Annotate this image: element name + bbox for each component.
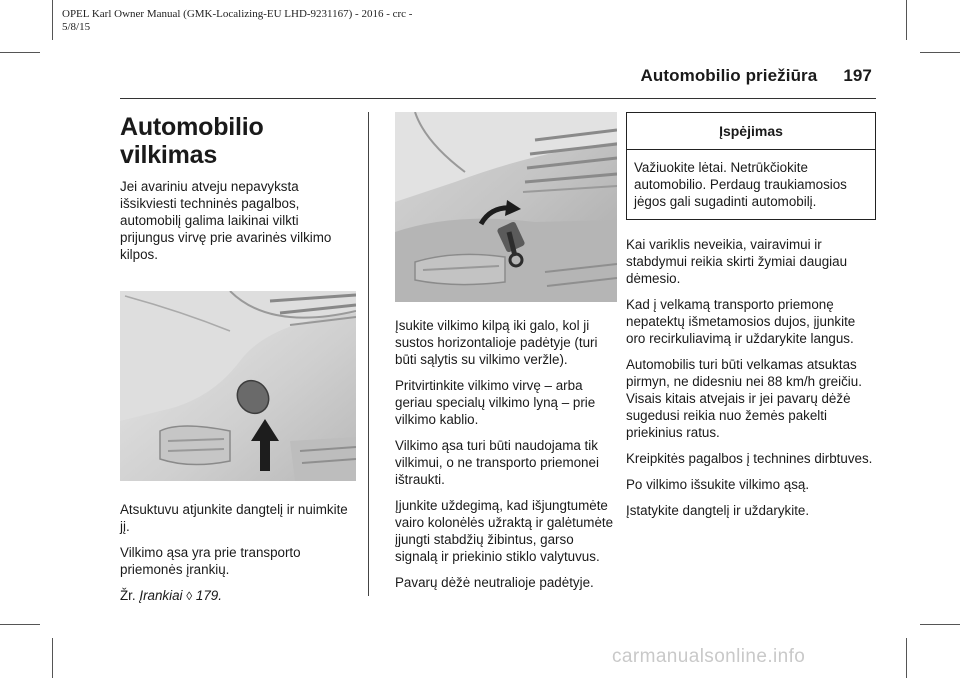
page-title: Automobilio vilkimas [120,113,264,169]
paragraph: Įjunkite uždegimą, kad išjungtumėte vairo kolonėlės užraktą ir galėtumėte įjungti stabdžių žibintus, garso signalą ir priekinio stiklo valytuvus. [395,498,614,564]
document-header-line1: OPEL Karl Owner Manual (GMK-Localizing-EU LHD-9231167) - 2016 - crc - [62,8,413,20]
document-header-line2: 5/8/15 [62,21,91,33]
paragraph: Pritvirtinkite vilkimo virvę – arba geriau specialų vilkimo lyną – prie vilkimo kablio. [395,378,596,427]
crop-mark [906,0,907,40]
header-rule [120,98,876,99]
reference-prefix: Žr. [120,588,140,603]
column-3 [626,112,876,528]
paragraph: Įstatykite dangtelį ir uždarykite. [626,503,810,518]
page-number: 197 [843,66,872,85]
towing-eye-illustration [395,112,617,302]
tools-link[interactable]: Įrankiai [139,588,183,603]
section-heading: Automobilio priežiūra [640,66,818,85]
reference-page: 179. [192,588,222,603]
paragraph: Vilkimo ąsa yra prie transporto priemonės įrankių. [120,545,301,577]
column-divider [368,112,369,596]
bumper-cover-illustration [120,291,356,481]
paragraph: Kreipkitės pagalbos į technines dirbtuves. [626,451,873,466]
paragraph: Automobilis turi būti velkamas atsuktas pirmyn, ne didesniu nei 88 km/h greičiu. Visais kitais atvejais ir jei pavarų dėžė sugedusi reikia nuo žemės pakelti priekinius ratus. [626,357,862,440]
warning-text: Važiuokite lėtai. Netrūkčiokite automobilio. Perdaug traukiamosios jėgos gali sugadinti automobilį. [634,160,847,209]
warning-title: Įspėjimas [627,113,875,150]
crop-mark [0,624,40,625]
crop-mark [52,0,53,40]
page-reference-icon: ◊ [186,589,193,603]
crop-mark [0,52,40,53]
watermark: carmanualsonline.info [612,646,806,667]
column-2 [395,112,617,600]
crop-mark [906,638,907,678]
paragraph: Vilkimo ąsa turi būti naudojama tik vilkimui, o ne transporto priemonei ištraukti. [395,438,599,487]
paragraph: Atsuktuvu atjunkite dangtelį ir nuimkite jį. [120,502,348,534]
running-head [641,66,873,86]
paragraph: Jei avariniu atveju nepavyksta išsikviesti techninės pagalbos, automobilį galima laikinai vilkti prijungus virvę prie avarinės vilkimo kilpos. [120,179,332,262]
warning-box [626,112,876,220]
paragraph: Pavarų dėžė neutralioje padėtyje. [395,575,594,590]
document-header [62,8,412,34]
column-1 [120,112,356,614]
crop-mark [52,638,53,678]
cross-reference [120,587,356,605]
paragraph: Kai variklis neveikia, vairavimui ir stabdymui reikia skirti žymiai daugiau dėmesio. [626,237,848,286]
paragraph: Kad į velkamą transporto priemonę nepatektų išmetamosios dujos, įjunkite oro recirkuliavimą ir uždarykite langus. [626,297,856,346]
paragraph: Po vilkimo išsukite vilkimo ąsą. [626,477,810,492]
crop-mark [920,52,960,53]
paragraph: Įsukite vilkimo kilpą iki galo, kol ji sustos horizontalioje padėtyje (turi būti sąlytis su vilkimo veržle). [395,318,598,367]
crop-mark [920,624,960,625]
